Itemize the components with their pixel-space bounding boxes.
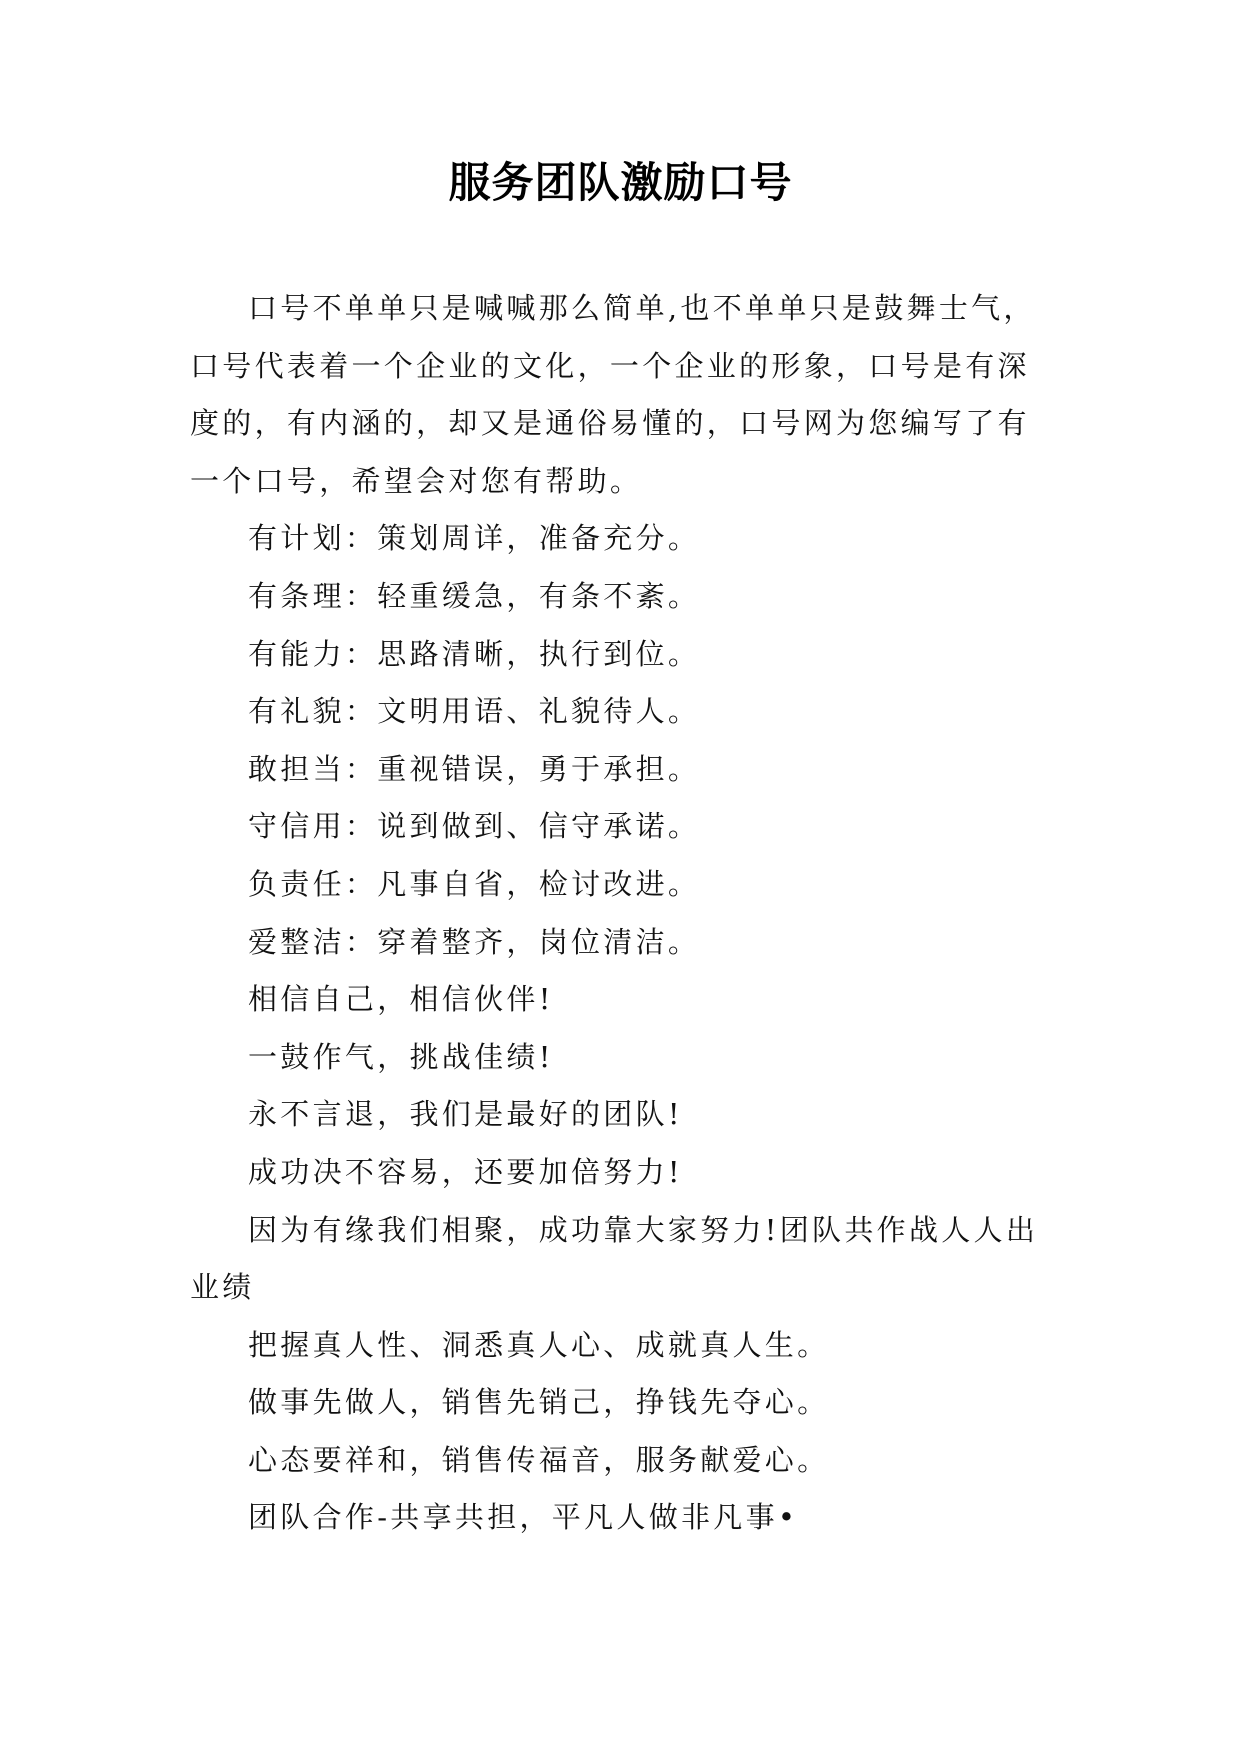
paragraph: 成功决不容易，还要加倍努力! [248, 1154, 683, 1189]
document-title: 服务团队激励口号 [448, 158, 793, 207]
paragraph: 把握真人性、洞悉真人心、成就真人生。 [248, 1327, 830, 1362]
paragraph: 团队合作-共享共担，平凡人做非凡事• [248, 1500, 799, 1535]
paragraph: 因为有缘我们相聚，成功靠大家努力!团队共作战人人出业绩 [190, 1212, 1039, 1305]
paragraph: 有礼貌：文明用语、礼貌待人。 [248, 694, 701, 729]
paragraph: 有能力：思路清晰，执行到位。 [248, 636, 701, 671]
paragraph: 一鼓作气，挑战佳绩! [248, 1039, 554, 1074]
paragraph: 永不言退，我们是最好的团队! [248, 1097, 683, 1132]
paragraph: 口号不单单只是喊喊那么简单,也不单单只是鼓舞士气，口号代表着一个企业的文化，一个企业的形象，口号是有深度的，有内涵的，却又是通俗易懂的，口号网为您编写了有一个口号，希望会对您有帮助。 [190, 291, 1036, 498]
paragraph: 敢担当：重视错误，勇于承担。 [248, 751, 701, 786]
paragraph: 守信用：说到做到、信守承诺。 [248, 809, 701, 844]
paragraph: 负责任：凡事自省，检讨改进。 [248, 866, 701, 901]
paragraph: 有计划：策划周详，准备充分。 [248, 521, 701, 556]
paragraph: 心态要祥和，销售传福音，服务献爱心。 [248, 1442, 830, 1477]
paragraph: 爱整洁：穿着整齐，岗位清洁。 [248, 924, 701, 959]
paragraph: 有条理：轻重缓急，有条不紊。 [248, 578, 701, 613]
paragraph: 做事先做人，销售先销己，挣钱先夺心。 [248, 1385, 830, 1420]
paragraph: 相信自己，相信伙伴! [248, 982, 554, 1017]
document-body [190, 280, 1060, 1547]
